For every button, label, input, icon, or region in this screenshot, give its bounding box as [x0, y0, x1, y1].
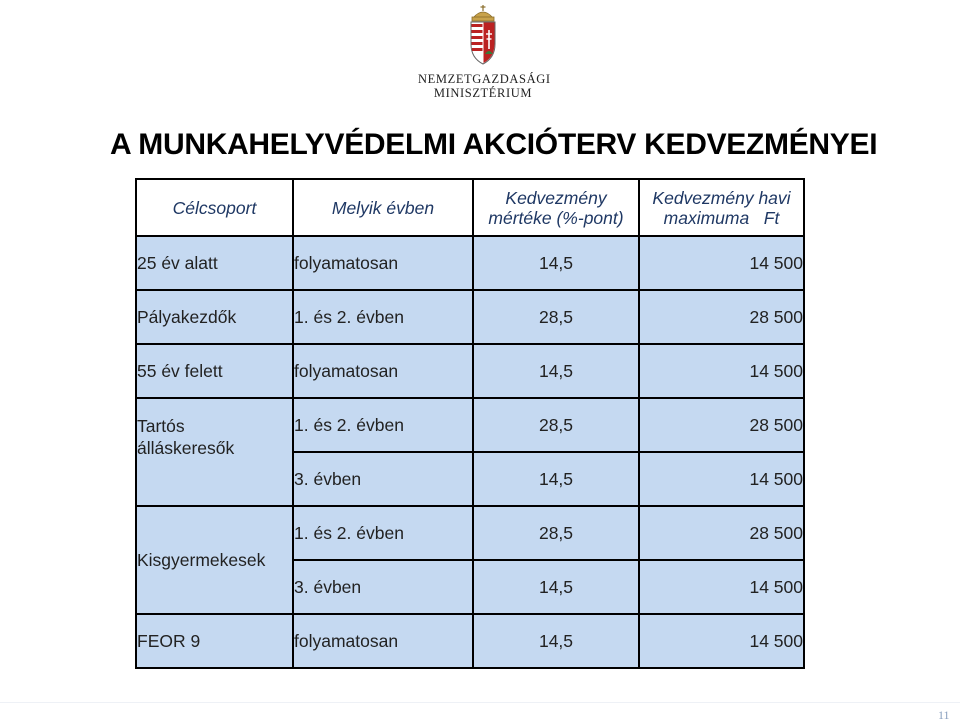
- target-group-cell: [136, 398, 293, 506]
- page-title: A MUNKAHELYVÉDELMI AKCIÓTERV KEDVEZMÉNYEI: [110, 128, 878, 161]
- footer-divider: [0, 702, 960, 703]
- rate-cell: 14,5: [473, 344, 639, 398]
- logo-text-line1: NEMZETGAZDASÁGI: [418, 72, 551, 86]
- header-rate: [473, 179, 639, 236]
- header-max-line1: Kedvezmény havi: [652, 187, 791, 208]
- target-group-cell: Kisgyermekesek: [136, 506, 293, 614]
- page-number: 11: [938, 708, 950, 722]
- year-cell: folyamatosan: [293, 614, 473, 668]
- target-group-label-line1: Tartós: [137, 416, 185, 436]
- header-rate-line1: Kedvezmény: [505, 187, 607, 208]
- rate-cell: 14,5: [473, 452, 639, 506]
- table-row: [136, 506, 804, 560]
- year-cell: folyamatosan: [293, 344, 473, 398]
- year-cell: 1. és 2. évben: [293, 290, 473, 344]
- header-target-group: Célcsoport: [136, 179, 293, 236]
- max-cell: 14 500: [639, 560, 804, 614]
- year-cell: 3. évben: [293, 560, 473, 614]
- year-cell: 3. évben: [293, 452, 473, 506]
- target-group-cell: 25 év alatt: [136, 236, 293, 290]
- ministry-logo: [418, 4, 551, 100]
- table-row: [136, 344, 804, 398]
- rate-cell: 28,5: [473, 398, 639, 452]
- table-row: [136, 614, 804, 668]
- logo-text-line2: MINISZTÉRIUM: [433, 86, 533, 100]
- header-max: [639, 179, 804, 236]
- rate-cell: 14,5: [473, 236, 639, 290]
- rate-cell: 28,5: [473, 506, 639, 560]
- max-cell: 14 500: [639, 614, 804, 668]
- coat-of-arms-icon: [463, 4, 503, 66]
- year-cell: 1. és 2. évben: [293, 398, 473, 452]
- header-max-line2: maximuma Ft: [663, 207, 780, 228]
- year-cell: 1. és 2. évben: [293, 506, 473, 560]
- table-row: [136, 398, 804, 452]
- table-header-row: [136, 179, 804, 236]
- max-cell: 14 500: [639, 344, 804, 398]
- table-row: [136, 236, 804, 290]
- rate-cell: 14,5: [473, 560, 639, 614]
- header-which-year: Melyik évben: [293, 179, 473, 236]
- max-cell: 28 500: [639, 398, 804, 452]
- rate-cell: 14,5: [473, 614, 639, 668]
- target-group-cell: Pályakezdők: [136, 290, 293, 344]
- max-cell: 28 500: [639, 506, 804, 560]
- target-group-label-line2: álláskeresők: [137, 438, 235, 458]
- table-row: [136, 290, 804, 344]
- max-cell: 14 500: [639, 236, 804, 290]
- max-cell: 28 500: [639, 290, 804, 344]
- year-cell: folyamatosan: [293, 236, 473, 290]
- target-group-cell: FEOR 9: [136, 614, 293, 668]
- max-cell: 14 500: [639, 452, 804, 506]
- header-rate-line2: mértéke (%-pont): [488, 207, 624, 228]
- benefits-table: [135, 178, 805, 669]
- rate-cell: 28,5: [473, 290, 639, 344]
- target-group-cell: 55 év felett: [136, 344, 293, 398]
